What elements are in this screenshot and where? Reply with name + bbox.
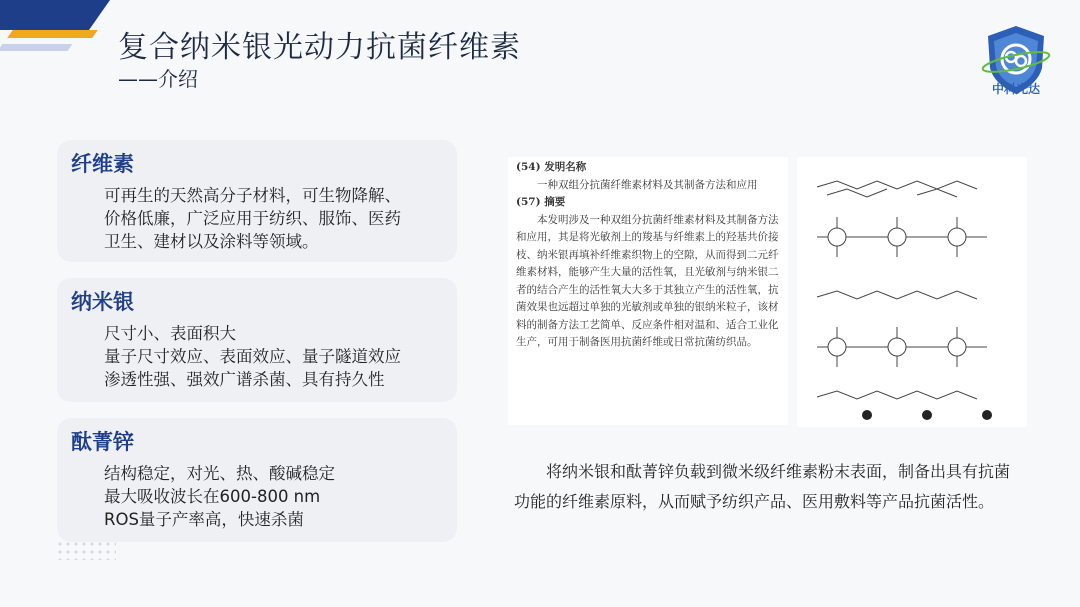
card-line: 量子尺寸效应、表面效应、量子隧道效应 [104,347,401,366]
patent-heading-54: (54) 发明名称 [516,161,587,173]
card-nanosilver [57,278,457,402]
card-title: 酞菁锌 [71,430,134,454]
card-line: 渗透性强、强效广谱杀菌、具有持久性 [104,370,385,389]
card-title: 纤维素 [71,152,134,176]
card-zinc-phthalocyanine [57,418,457,542]
patent-abstract: 本发明涉及一种双组分抗菌纤维素材料及其制备方法和应用，其是将光敏剂上的羧基与纤维素上的羟基共价接枝、纳米银再填补纤维素织物上的空隙，从而得到二元纤维素材料，能够产生大量的活性氧，且光敏剂与纳米银二者的结合产生的活性氧大大多于其独立产生的活性氧，抗菌效果也远超过单独的光敏剂或单独的银纳米粒子，该材料的制备方法工艺简单、反应条件相对温和、适合工业化生产，可用于制备医用抗菌纤维或日常抗菌纺织品。 [516,213,779,348]
card-cellulose [57,140,457,262]
card-line: 卫生、建材以及涂料等领域。 [104,232,319,251]
card-line: 可再生的天然高分子材料，可生物降解、 [104,186,401,205]
corner-decoration [0,0,130,60]
chemical-structure-diagram [797,157,1027,427]
card-line: 尺寸小、表面积大 [104,324,236,343]
card-title: 纳米银 [71,290,134,314]
description-paragraph: 将纳米银和酞菁锌负载到微米级纤维素粉末表面，制备出具有抗菌功能的纤维素原料，从而赋予纺织产品、医用敷料等产品抗菌活性。 [514,462,1011,511]
card-line: 结构稳定，对光、热、酸碱稳定 [104,464,335,483]
card-line: 价格低廉，广泛应用于纺织、服饰、医药 [104,209,401,228]
patent-heading-57: (57) 摘要 [516,196,566,208]
patent-abstract-image [508,157,788,425]
card-line: ROS量子产率高，快速杀菌 [104,510,304,529]
dot-pattern-decoration [56,540,116,560]
patent-name: 一种双组分抗菌纤维素材料及其制备方法和应用 [537,178,758,191]
page-subtitle: ——介绍 [118,67,198,91]
page-title: 复合纳米银光动力抗菌纤维素 [118,30,521,65]
logo-text: 中科光达 [991,82,1040,96]
card-line: 最大吸收波长在600-800 nm [104,487,321,506]
